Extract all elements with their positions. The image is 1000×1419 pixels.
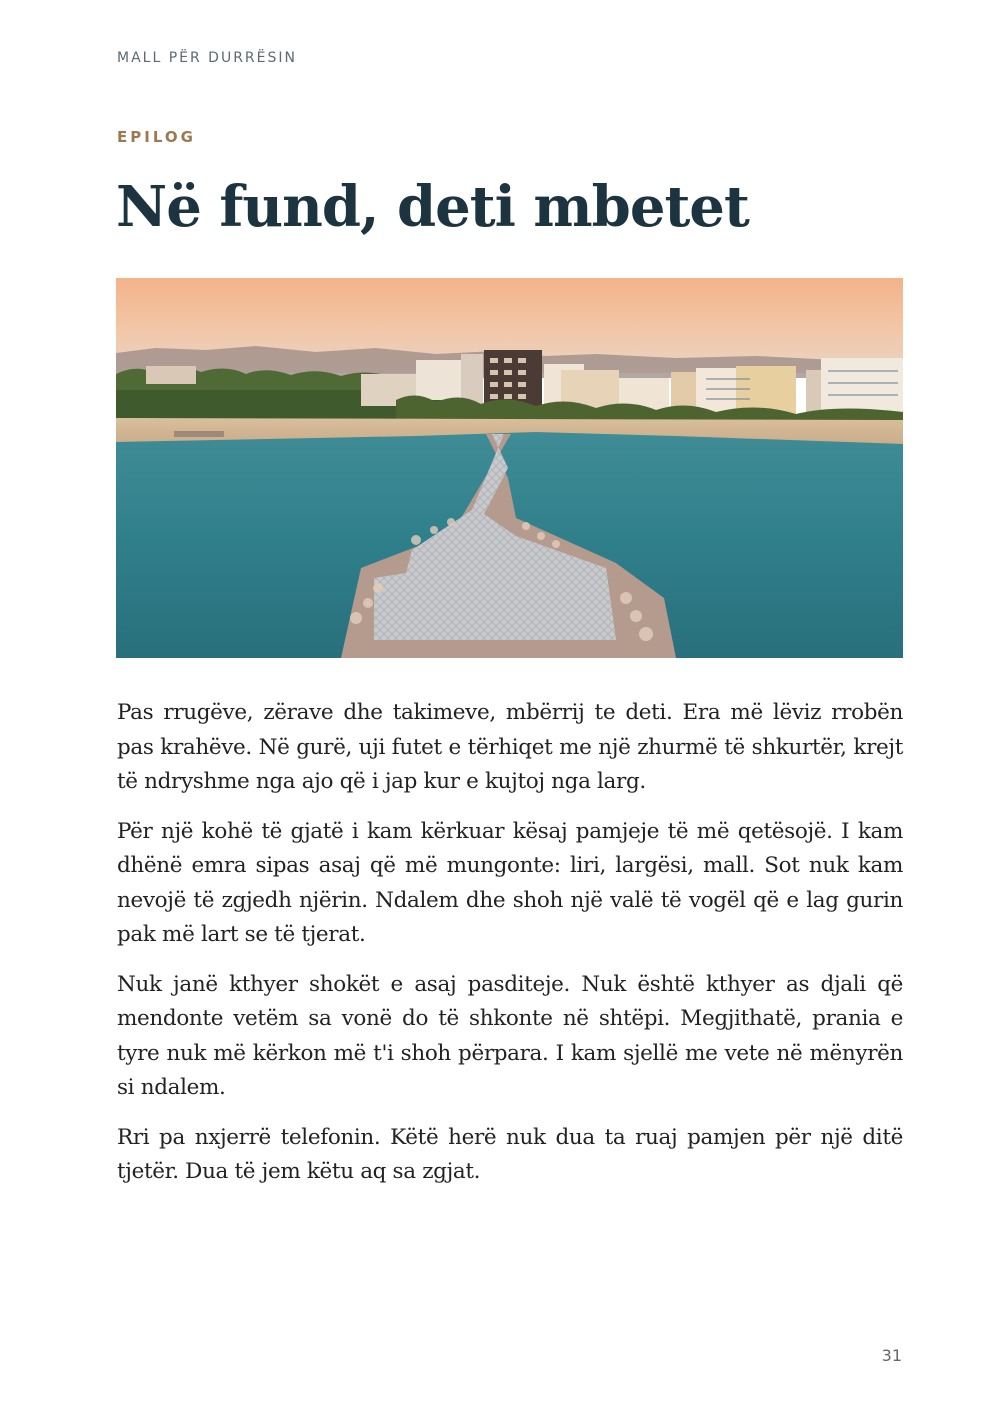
seaside-pier-photo (116, 278, 903, 658)
chapter-label: EPILOG (117, 128, 196, 146)
paragraph: Nuk janë kthyer shokët e asaj pasditeje. Nuk është kthyer as djali që mendonte vetëm sa vonë do të shkonte në shtëpi. Megjithatë, prania e tyre nuk më kërkon më t'i shoh përpara. I kam sjellë me vete në mënyrën si ndalem. (117, 971, 903, 1100)
paragraph: Rri pa nxjerrë telefonin. Këtë herë nuk dua ta ruaj pamjen për një ditë tjetër. Dua të jem këtu aq sa zgjat. (117, 1124, 903, 1184)
body-text (117, 696, 903, 1205)
page-number: 31 (881, 1346, 902, 1365)
paragraph: Pas rrugëve, zërave dhe takimeve, mbërrij te deti. Era më lëviz rrobën pas krahëve. Në gurë, uji futet e tërhiqet me një zhurmë të shkurtër, krejt të ndryshme nga ajo që i jap kur e kujtoj nga larg. (117, 700, 903, 794)
paragraph: Për një kohë të gjatë i kam kërkuar kësaj pamjeje të më qetësojë. I kam dhënë emra sipas asaj që më mungonte: liri, largësi, mall. Sot nuk kam nevojë të zgjedh njërin. Ndalem dhe shoh një valë të vogël që e lag gurin pak më lart se të tjerat. (117, 818, 903, 947)
running-head: MALL PËR DURRËSIN (117, 50, 297, 66)
chapter-title: Në fund, deti mbetet (116, 174, 749, 240)
